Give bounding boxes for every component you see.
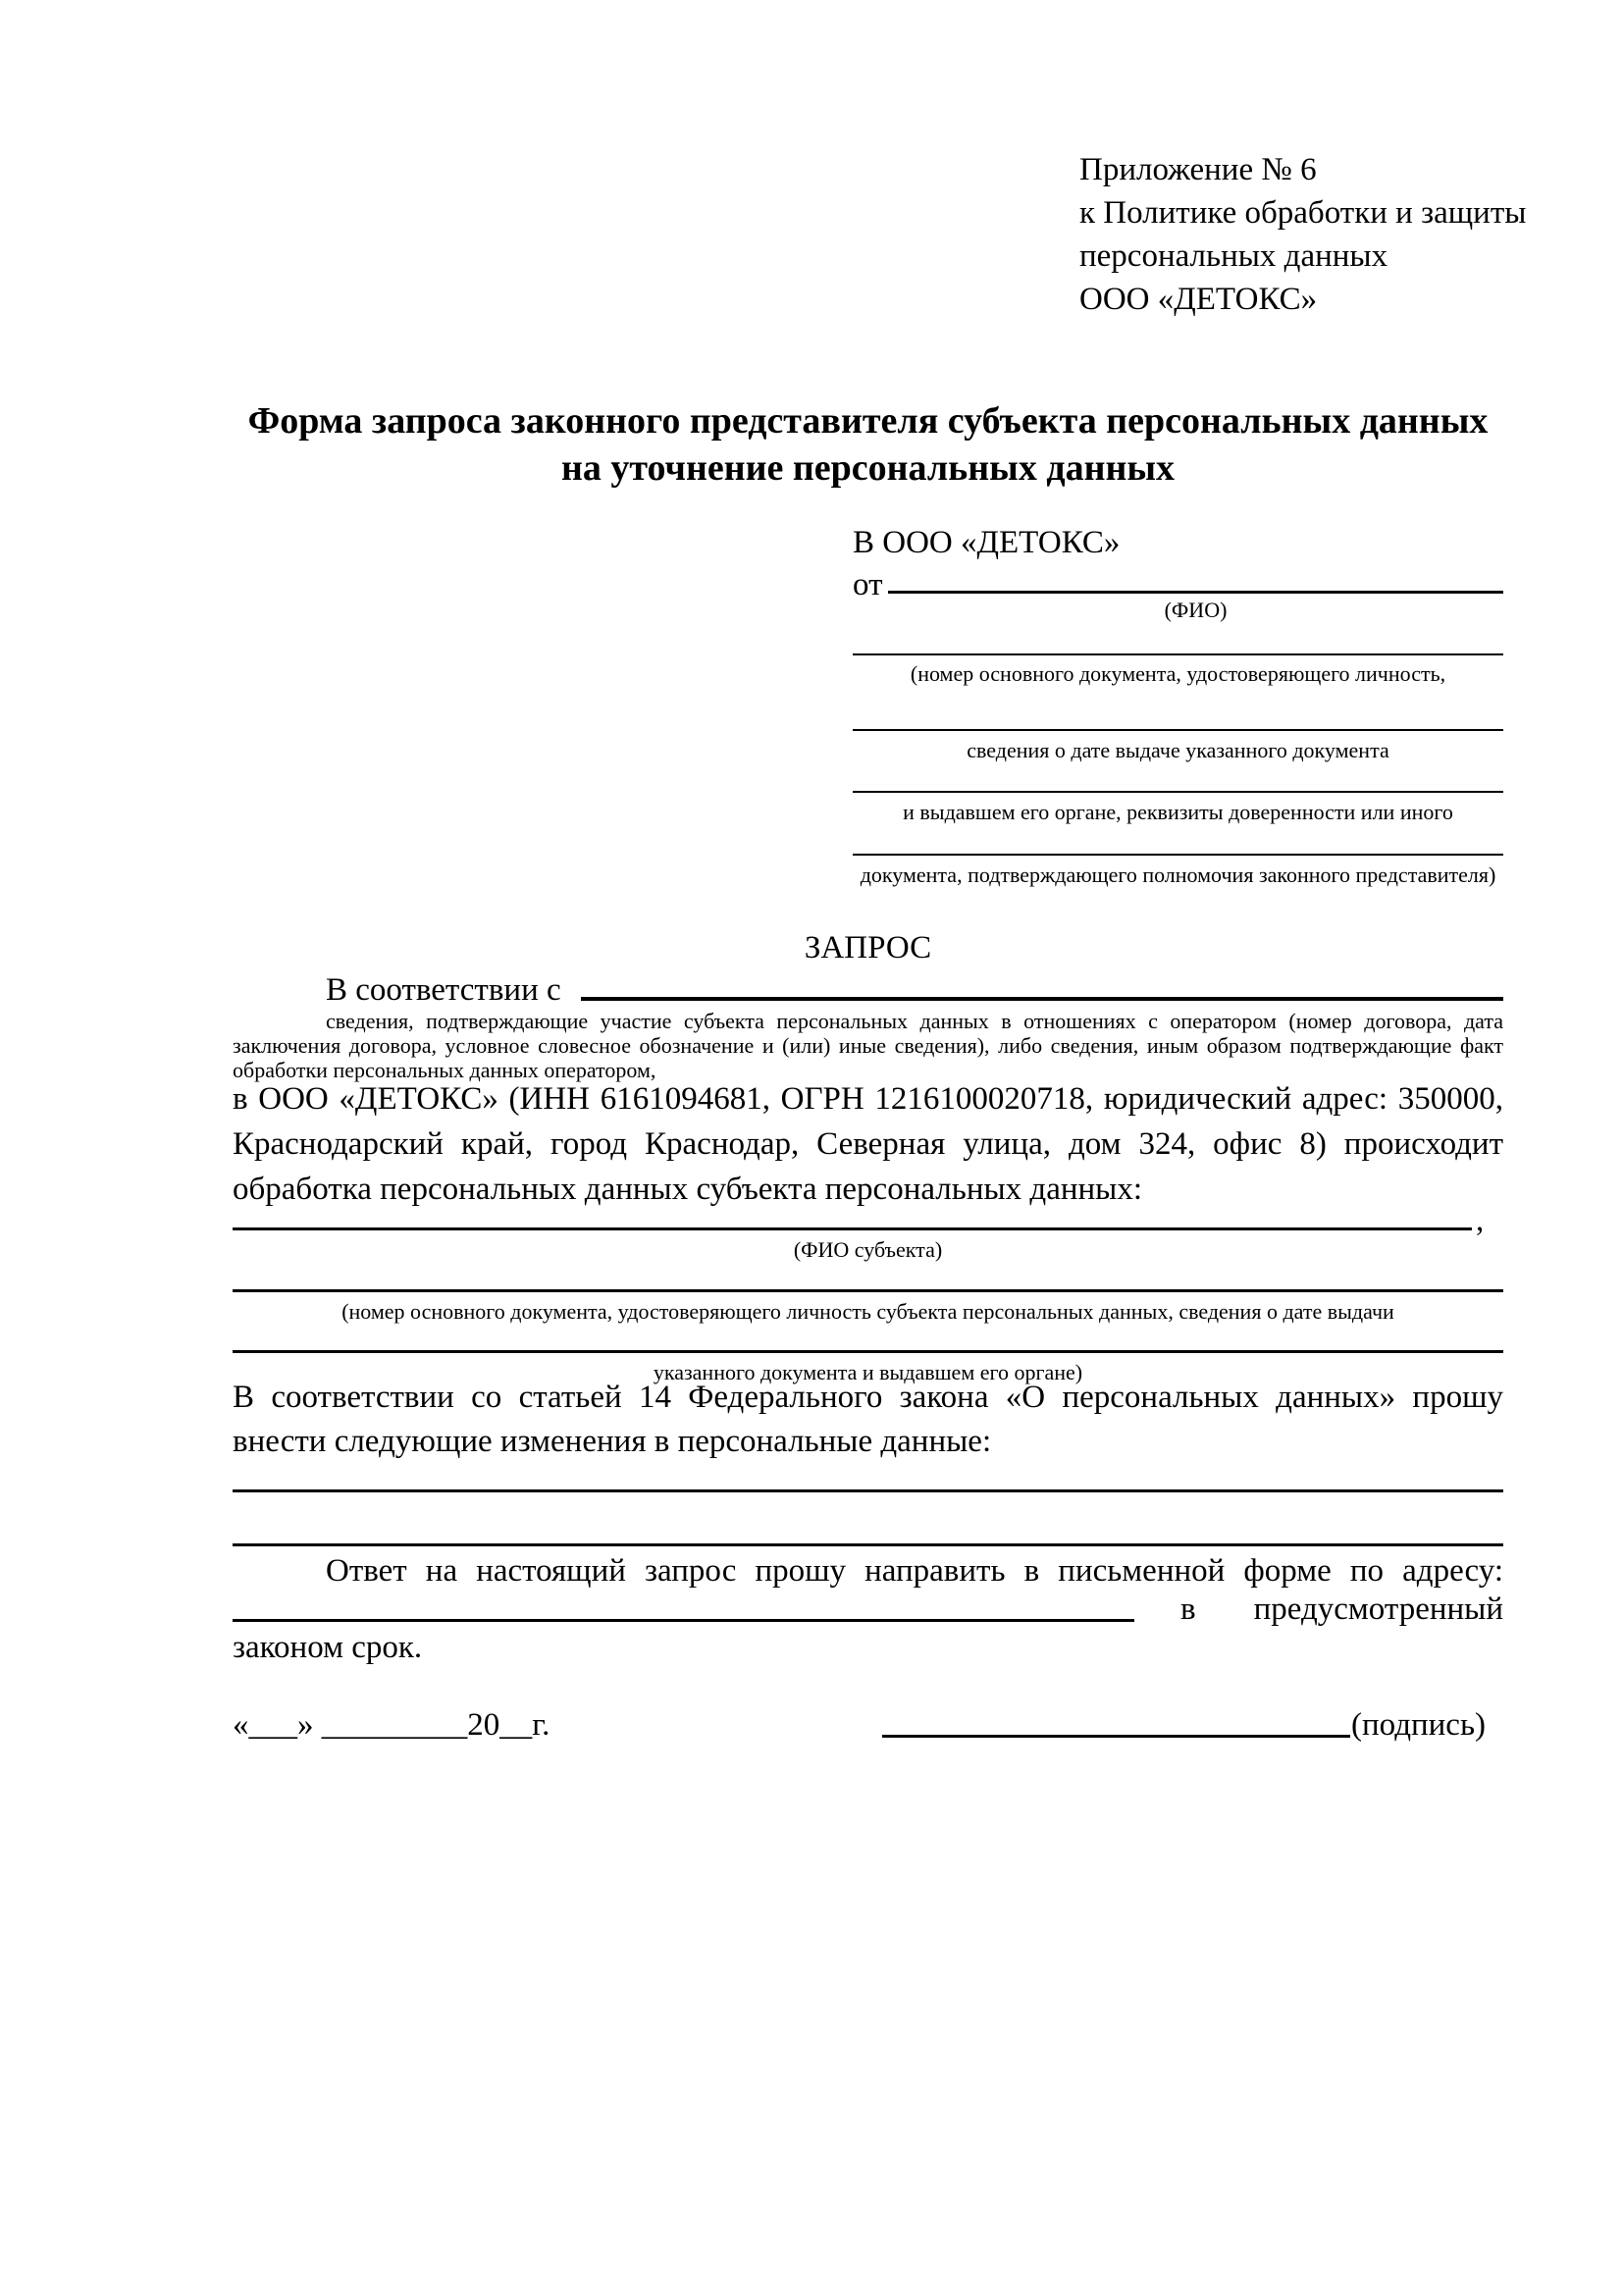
blank-caption: документа, подтверждающего полномочия законного представителя) (860, 862, 1496, 887)
header-note-line: Приложение № 6 (1079, 152, 1317, 187)
header-note (1079, 148, 1526, 321)
blank-line (853, 854, 1503, 856)
blank-line (853, 791, 1503, 793)
date-year: 20__г. (467, 1707, 550, 1743)
addressee-from-label: от (853, 567, 883, 602)
page-title-line: на уточнение персональных данных (560, 447, 1176, 489)
page-title (233, 397, 1503, 492)
date-open: «___» (233, 1707, 314, 1743)
subject-doc-caption: (номер основного документа, удостоверяющего личность субъекта персональных данных, сведения о дате выдачи (341, 1299, 1394, 1324)
changes-blank-line (233, 1489, 1503, 1492)
answer-line-1: Ответ на настоящий запрос прошу направить в письменной форме по адресу: (326, 1553, 1503, 1589)
subject-doc-blank-line (233, 1350, 1503, 1353)
addressee-to: В ООО «ДЕТОКС» (853, 525, 1121, 560)
answer-line-3: законом срок. (233, 1630, 423, 1665)
signature-line (882, 1735, 1350, 1738)
answer-word-in: в (1180, 1592, 1196, 1627)
answer-word-stipulated: предусмотренный (1253, 1592, 1503, 1627)
from-fio-blank-line (888, 591, 1503, 594)
intro-label: В соответствии с (326, 972, 561, 1008)
changes-blank-line (233, 1543, 1503, 1546)
subject-fio-caption: (ФИО субъекта) (793, 1237, 943, 1262)
header-note-line: персональных данных (1079, 238, 1388, 274)
intro-caption: сведения, подтверждающие участие субъекта персональных данных в отношениях с оператором (номер договора, дата заключения договора, условное словесное обозначение и (или) иные сведения), либо сведения, иным образом подтверждающие факт обработки персональных данных оператором, (233, 1009, 1503, 1082)
intro-blank-line (581, 997, 1503, 1001)
header-note-line: ООО «ДЕТОКС» (1079, 282, 1318, 317)
subject-doc-blank-line (233, 1289, 1503, 1292)
blank-caption: сведения о дате выдаче указанного документа (967, 738, 1389, 762)
subject-doc-caption: указанного документа и выдавшем его органе) (653, 1360, 1083, 1384)
signature-caption: (подпись) (1351, 1707, 1486, 1743)
from-fio-caption: (ФИО) (1164, 598, 1228, 622)
blank-line (853, 729, 1503, 731)
request-heading: ЗАПРОС (804, 930, 932, 965)
subject-fio-blank-line (233, 1227, 1472, 1230)
blank-caption: и выдавшем его органе, реквизиты доверенности или иного (903, 800, 1453, 824)
operator-paragraph: в ООО «ДЕТОКС» (ИНН 6161094681, ОГРН 1216100020718, юридический адрес: 350000, Краснодарский край, город Краснодар, Северная улица, дом 324, офис 8) происходит обработка персональных данных субъекта персональных данных: (233, 1081, 1503, 1207)
subject-fio-comma: , (1476, 1203, 1485, 1238)
law-paragraph: В соответствии со статьей 14 Федерального закона «О персональных данных» прошу внести следующие изменения в персональные данные: (233, 1380, 1503, 1459)
date-field (233, 1705, 550, 1745)
page-title-line: Форма запроса законного представителя субъекта персональных данных (247, 400, 1489, 442)
header-note-line: к Политике обработки и защиты (1079, 195, 1527, 231)
blank-caption: (номер основного документа, удостоверяющего личность, (910, 661, 1446, 686)
date-blank: _________ (321, 1707, 468, 1743)
blank-line (853, 653, 1503, 655)
answer-blank-line (233, 1619, 1134, 1622)
